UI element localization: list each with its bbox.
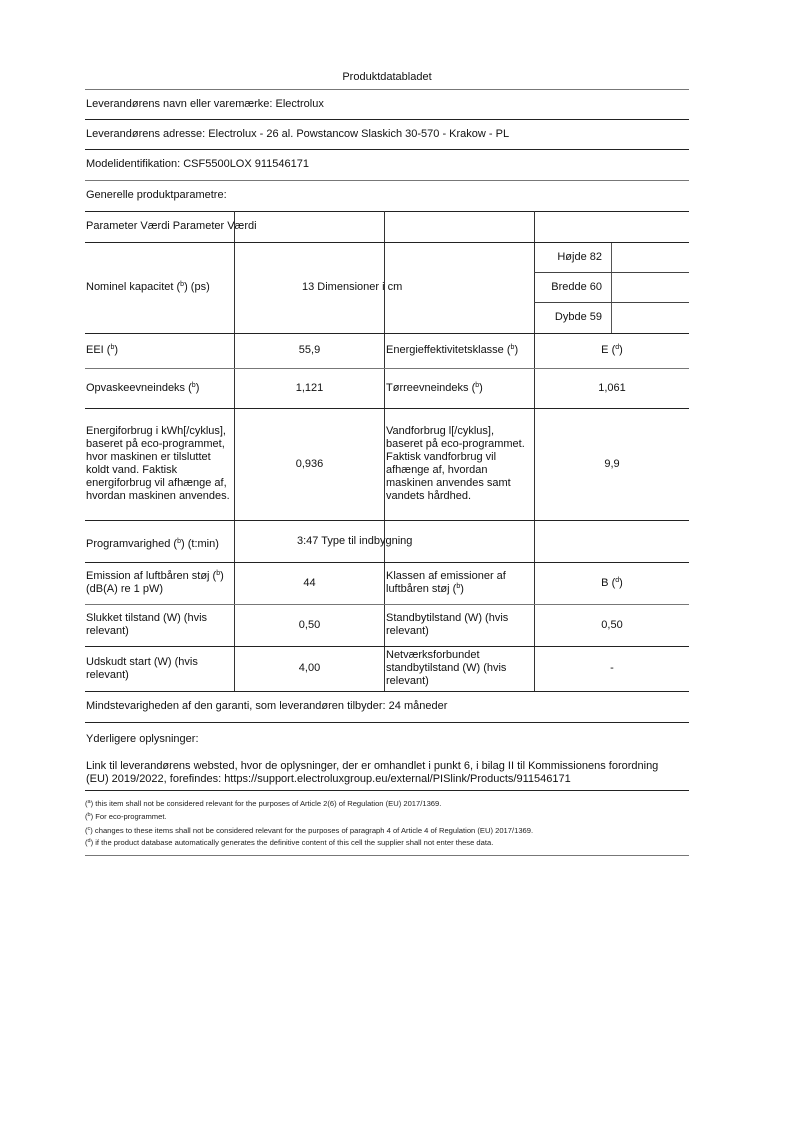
guarantee-text: Mindstevarigheden af den garanti, som leverandøren tilbyder: 24 måneder bbox=[86, 700, 448, 712]
noise-emission-value: 44 bbox=[303, 576, 316, 589]
general-parameters-heading: Generelle produktparametre: bbox=[86, 189, 227, 201]
networked-standby-value: - bbox=[610, 662, 614, 674]
supplier-name: Leverandørens navn eller varemærke: Electrolux bbox=[86, 98, 324, 110]
water-consumption-value: 9,9 bbox=[604, 457, 620, 470]
additional-info-heading: Yderligere oplysninger: bbox=[86, 733, 199, 745]
footnote-a: ($^a$) this item shall not be considered relevant for the purposes of Article 2(6) of Regulation (EU) 2017/1369. bbox=[85, 799, 442, 808]
noise-class-label: Klassen af emissioner af luftbåren støj ($^b$) bbox=[386, 570, 506, 595]
divider bbox=[85, 722, 689, 723]
table-header: Parameter Værdi Parameter Værdi bbox=[86, 220, 257, 232]
water-consumption-label: Vandforbrug l[/cyklus], baseret på eco-programmet. Faktisk vandforbrug vil afhænge af, hvordan maskinen anvendes samt vandets hårdhed. bbox=[386, 425, 525, 502]
dimension-column-divider bbox=[611, 242, 612, 333]
program-duration-value: 3:47 Type til indbygning bbox=[297, 534, 413, 547]
energy-consumption-label: Energiforbrug i kWh[/cyklus], baseret på eco-programmet, hvor maskinen er tilsluttet koldt vand. Faktisk energiforbrug vil afhænge af, hvordan maskinen anvendes. bbox=[86, 425, 230, 502]
divider bbox=[85, 119, 689, 120]
off-mode-value: 0,50 bbox=[298, 618, 321, 631]
footnote-b: ($^b$) For eco-programmet. bbox=[85, 812, 167, 821]
divider bbox=[85, 790, 689, 791]
delay-start-value: 4,00 bbox=[298, 662, 321, 674]
capacity-label: Nominel kapacitet ($^b$) (ps) bbox=[86, 281, 210, 293]
energy-class-label: Energieffektivitetsklasse ($^b$) bbox=[386, 344, 519, 356]
standby-mode-label: Standbytilstand (W) (hvis relevant) bbox=[386, 612, 509, 637]
capacity-value: 13 Dimensioner i cm bbox=[302, 281, 403, 293]
footnote-d: ($^d$) if the product database automatically generates the definitive content of this cell the supplier shall not enter these data. bbox=[85, 838, 494, 847]
eei-label: EEI ($^b$) bbox=[86, 344, 119, 356]
divider bbox=[85, 149, 689, 150]
drying-index-value: 1,061 bbox=[598, 381, 626, 394]
drying-index-label: Tørreevneindeks ($^b$) bbox=[386, 381, 483, 394]
cleaning-index-label: Opvaskeevneindeks ($^b$) bbox=[86, 381, 200, 394]
noise-class-value: B ($^d$) bbox=[601, 576, 623, 589]
table-bottom-border bbox=[85, 691, 689, 692]
supplier-link-text-line2[interactable]: (EU) 2019/2022, forefindes: https://support.electroluxgroup.eu/external/PISlink/Products/911546171 bbox=[86, 773, 571, 785]
divider bbox=[85, 89, 689, 90]
networked-standby-label: Netværksforbundet standbytilstand (W) (hvis relevant) bbox=[386, 649, 507, 687]
dimension-depth: Dybde 59 bbox=[554, 311, 602, 323]
delay-start-label: Udskudt start (W) (hvis relevant) bbox=[86, 655, 198, 681]
standby-mode-value: 0,50 bbox=[601, 618, 623, 631]
model-identification: Modelidentifikation: CSF5500LOX 911546171 bbox=[86, 158, 310, 170]
dimension-height: Højde 82 bbox=[557, 250, 602, 263]
dimension-width: Bredde 60 bbox=[551, 280, 602, 293]
energy-consumption-value: 0,936 bbox=[295, 457, 324, 470]
document-title: Produktdatabladet bbox=[342, 71, 432, 83]
supplier-link-text-line1: Link til leverandørens websted, hvor de oplysninger, der er omhandlet i punkt 6, i bilag II til Kommissionens forordning bbox=[86, 760, 659, 772]
energy-class-value: E ($^d$) bbox=[601, 344, 623, 356]
cleaning-index-value: 1,121 bbox=[295, 381, 324, 394]
divider bbox=[85, 180, 689, 181]
footnotes-bottom-border bbox=[85, 855, 689, 856]
table-top-border bbox=[85, 211, 689, 212]
off-mode-label: Slukket tilstand (W) (hvis relevant) bbox=[86, 612, 208, 637]
noise-emission-label: Emission af luftbåren støj ($^b$) (dB(A) re 1 pW) bbox=[86, 570, 224, 595]
supplier-address: Leverandørens adresse: Electrolux - 26 al. Powstancow Slaskich 30-570 - Krakow - PL bbox=[86, 128, 510, 140]
eei-value: 55,9 bbox=[298, 344, 321, 356]
footnote-c: ($^c$) changes to these items shall not be considered relevant for the purposes of paragraph 4 of Article 4 of Regulation (EU) 2017/1369. bbox=[85, 826, 534, 835]
program-duration-label: Programvarighed ($^b$) (t:min) bbox=[86, 537, 219, 550]
